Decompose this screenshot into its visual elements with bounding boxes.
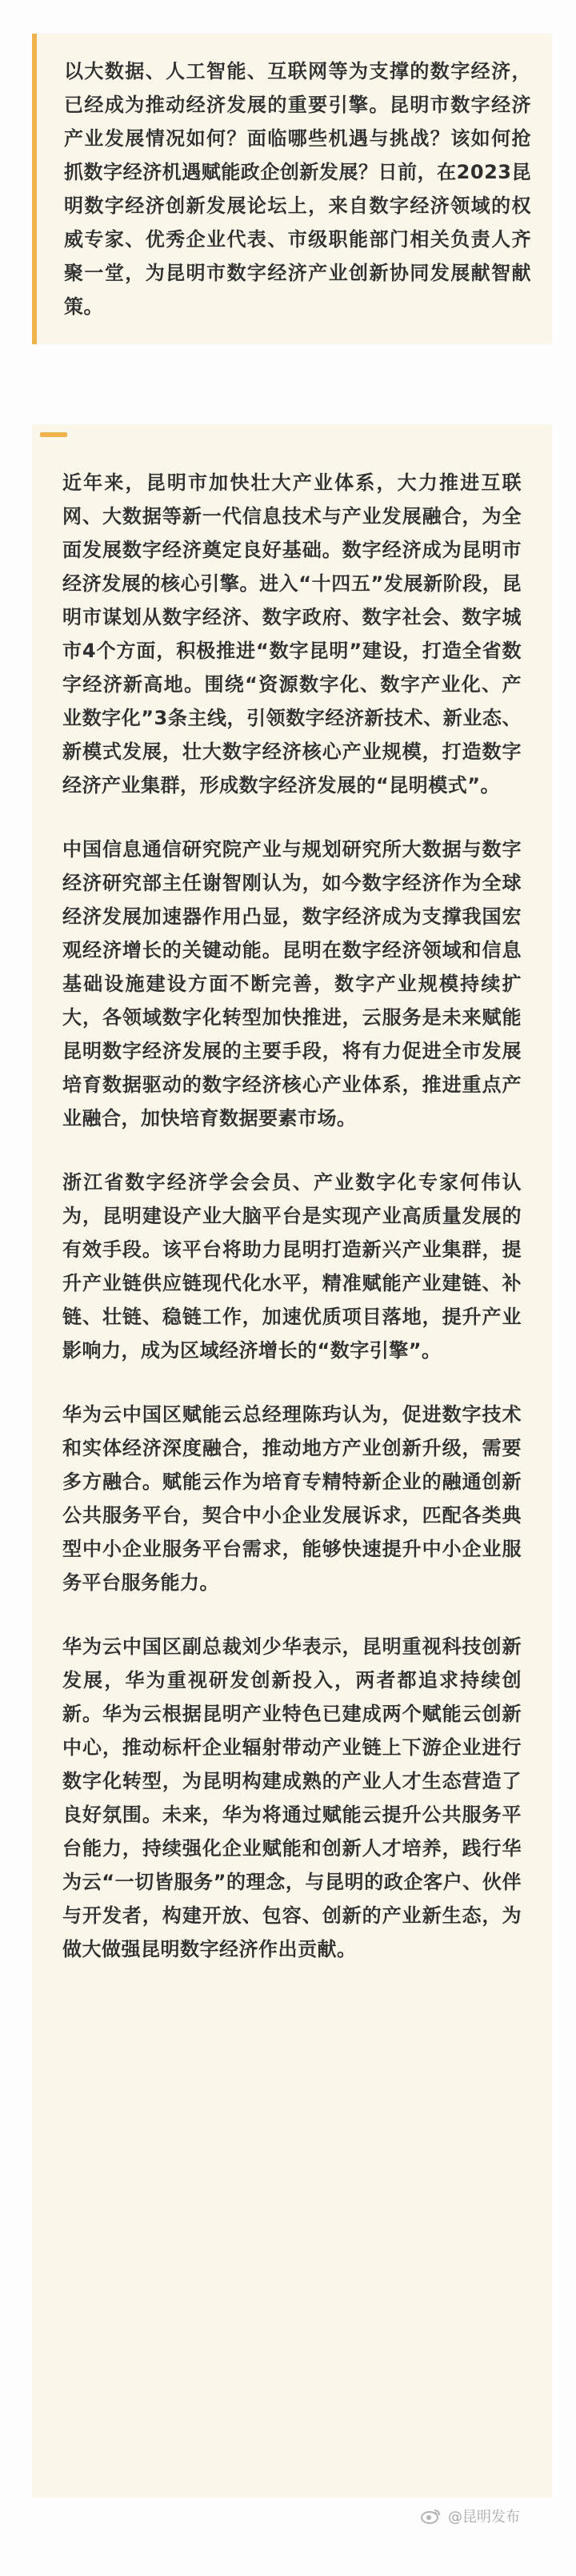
article-paragraph: 近年来，昆明市加快壮大产业体系，大力推进互联网、大数据等新一代信息技术与产业发展融合，为全面发展数字经济奠定良好基础。数字经济成为昆明市经济发展的核心引擎。进入“十四五”发展新阶段，昆明市谋划从数字经济、数字政府、数字社会、数字城市4个方面，积极推进“数字昆明”建设，打造全省数字经济新高地。围绕“资源数字化、数字产业化、产业数字化”3条主线，引领数字经济新技术、新业态、新模式发展，壮大数字经济核心产业规模，打造数字经济产业集群，形成数字经济发展的“昆明模式”。 (62, 471, 522, 796)
article-paragraph: 华为云中国区副总裁刘少华表示，昆明重视科技创新发展，华为重视研发创新投入，两者都追求持续创新。华为云根据昆明产业特色已建成两个赋能云创新中心，推动标杆企业辐射带动产业链上下游企业进行数字化转型，为昆明构建成熟的产业人才生态营造了良好氛围。未来，华为将通过赋能云提升公共服务平台能力，持续强化企业赋能和创新人才培养，践行华为云“一切皆服务”的理念，与昆明的政企客户、伙伴与开发者，构建开放、包容、创新的产业新生态，为做大做强昆明数字经济作出贡献。 (62, 1635, 522, 1960)
article-paragraph: 浙江省数字经济学会会员、产业数字化专家何伟认为，昆明建设产业大脑平台是实现产业高质量发展的有效手段。该平台将助力昆明打造新兴产业集群，提升产业链供应链现代化水平，精准赋能产业建链、补链、壮链、稳链工作，加速优质项目落地，提升产业影响力，成为区域经济增长的“数字引擎”。 (62, 1171, 522, 1362)
lead-summary-text: 以大数据、人工智能、互联网等为支撑的数字经济，已经成为推动经济发展的重要引擎。昆明市数字经济产业发展情况如何？面临哪些机遇与挑战？该如何抢抓数字经济机遇赋能政企创新发展？日前，在2023昆明数字经济创新发展论坛上，来自数字经济领域的权威专家、优秀企业代表、市级职能部门相关负责人齐聚一堂，为昆明市数字经济产业创新协同发展献智献策。 (64, 60, 531, 318)
lead-summary-box (32, 34, 552, 344)
weibo-icon (421, 2508, 442, 2524)
article-paragraph: 华为云中国区赋能云总经理陈玙认为，促进数字技术和实体经济深度融合，推动地方产业创新升级，需要多方融合。赋能云作为培育专精特新企业的融通创新公共服务平台，契合中小企业发展诉求，匹配各类典型中小企业服务平台需求，能够快速提升中小企业服务平台服务能力。 (62, 1403, 522, 1594)
watermark-text: @昆明发布 (448, 2509, 520, 2526)
article-paragraph: 中国信息通信研究院产业与规划研究所大数据与数字经济研究部主任谢智刚认为，如今数字经济作为全球经济发展加速器作用凸显，数字经济成为支撑我国宏观经济增长的关键动能。昆明在数字经济领域和信息基础设施建设方面不断完善，数字产业规模持续扩大，各领域数字化转型加快推进，云服务是未来赋能昆明数字经济发展的主要手段，将有力促进全市发展培育数据驱动的数字经济核心产业体系，推进重点产业融合，加快培育数据要素市场。 (62, 838, 522, 1130)
article-body (32, 424, 552, 2498)
accent-bar (40, 432, 67, 437)
source-watermark (421, 2506, 520, 2526)
